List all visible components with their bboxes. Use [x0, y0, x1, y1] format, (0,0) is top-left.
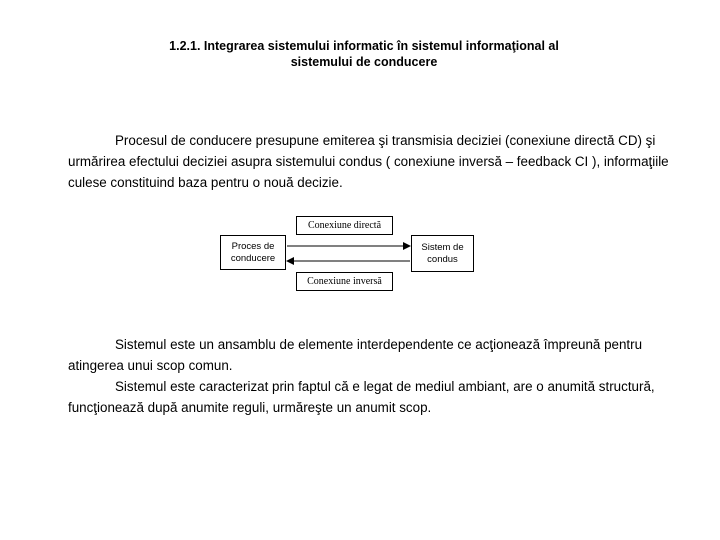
section-title-line-2: sistemului de conducere	[290, 55, 438, 69]
section-title-line-1: 1.2.1. Integrarea sistemului informatic în sistemul informaţional al	[169, 39, 559, 53]
paragraph-system-definition: Sistemul este un ansamblu de elemente interdependente ce acţionează împreună pentru atingerea unui scop comun.	[68, 337, 643, 373]
paragraph-system-characteristics: Sistemul este caracterizat prin faptul că e legat de mediul ambiant, are o anumită structură, funcţionează după anumite reguli, urmăreşte un anumit scop.	[68, 379, 655, 415]
feedback-connection-text: Conexiune inversă	[307, 276, 382, 287]
direct-connection-label	[296, 216, 393, 235]
managed-system-line-2: condus	[427, 253, 458, 265]
feedback-connection-label	[296, 272, 393, 291]
management-process-line-1: Proces de	[231, 240, 275, 252]
paragraph-process-description: Procesul de conducere presupune emiterea şi transmisia deciziei (conexiune directă CD) şi urmărirea efectului deciziei asupra sistemului condus ( conexiune inversă – feedback CI ), informaţiile culese constituind baza pentru o nouă decizie.	[68, 133, 669, 190]
direct-connection-text: Conexiune directă	[307, 220, 382, 231]
management-process-line-2: conducere	[230, 252, 276, 264]
managed-system-line-1: Sistem de	[421, 241, 464, 253]
management-process-box	[220, 235, 286, 270]
section-title	[0, 38, 720, 70]
managed-system-box	[411, 235, 474, 272]
